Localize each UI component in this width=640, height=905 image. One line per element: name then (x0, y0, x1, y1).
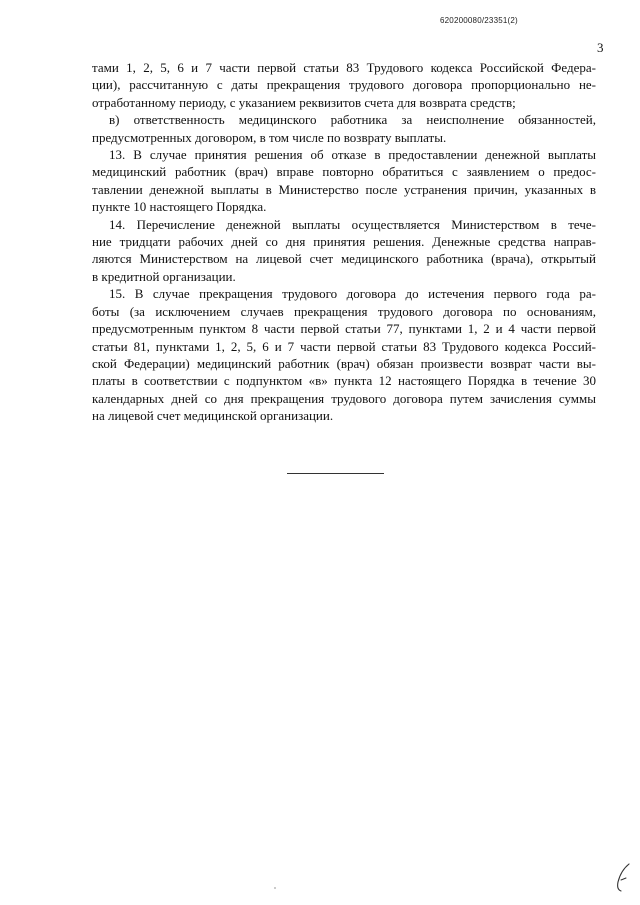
paragraph-item-14 (92, 216, 596, 286)
text-line: пункте 10 настоящего Порядка. (92, 199, 267, 215)
text-line: боты (за исключением случаев прекращения трудового договора по основаниям, (92, 303, 596, 319)
text-line: ской Федерации) медицинский работник (врач) обязан произвести возврат части вы- (92, 355, 596, 371)
paragraph-continuation (92, 59, 596, 111)
scan-speck (274, 887, 276, 889)
text-line: 13. В случае принятия решения об отказе в предоставлении денежной выплаты (109, 147, 596, 163)
paragraph-item-15 (92, 285, 596, 424)
text-line: статьи 81, пунктами 1, 2, 5, 6 и 7 части первой статьи 83 Трудового кодекса Россий- (92, 338, 596, 354)
text-line: тавлении денежной выплаты в Министерство после устранения причин, указанных в (92, 181, 596, 197)
text-line: 14. Перечисление денежной выплаты осуществляется Министерством в тече- (109, 216, 596, 232)
text-line: медицинский работник (врач) вправе повторно обратиться с заявлением о предос- (92, 164, 596, 180)
text-line: предусмотренным пунктом 8 части первой статьи 77, пунктами 1, 2 и 4 части первой (92, 321, 596, 337)
text-line: ние тридцати рабочих дней со дня принятия решения. Денежные средства направ- (92, 234, 596, 250)
text-line: тами 1, 2, 5, 6 и 7 части первой статьи 83 Трудового кодекса Российской Федера- (92, 60, 596, 75)
text-line: предусмотренных договором, в том числе по возврату выплаты. (92, 129, 447, 145)
text-line: календарных дней со дня прекращения трудового договора путем зачисления суммы (92, 390, 596, 406)
text-line: в) ответственность медицинского работника за неисполнение обязанностей, (109, 112, 596, 128)
text-line: платы в соответствии с подпунктом «в» пункта 12 настоящего Порядка в течение 30 (92, 373, 596, 389)
text-line: ляются Министерством на лицевой счет медицинского работника (врача), открытый (92, 251, 596, 267)
text-line: 15. В случае прекращения трудового договора до истечения первого года ра- (109, 286, 596, 302)
text-line: ции), рассчитанную с даты прекращения трудового договора пропорционально не- (92, 77, 596, 93)
document-body (92, 59, 596, 425)
document-code: 620200080/23351(2) (440, 16, 518, 25)
paragraph-item-13 (92, 146, 596, 216)
page-number: 3 (597, 40, 604, 55)
handwritten-mark-icon (612, 860, 636, 896)
text-line: на лицевой счет медицинской организации. (92, 408, 334, 424)
paragraph-item-v (92, 111, 596, 146)
text-line: в кредитной организации. (92, 268, 236, 284)
text-line: отработанному периоду, с указанием реквизитов счета для возврата средств; (92, 94, 516, 110)
end-divider-line (287, 473, 384, 474)
